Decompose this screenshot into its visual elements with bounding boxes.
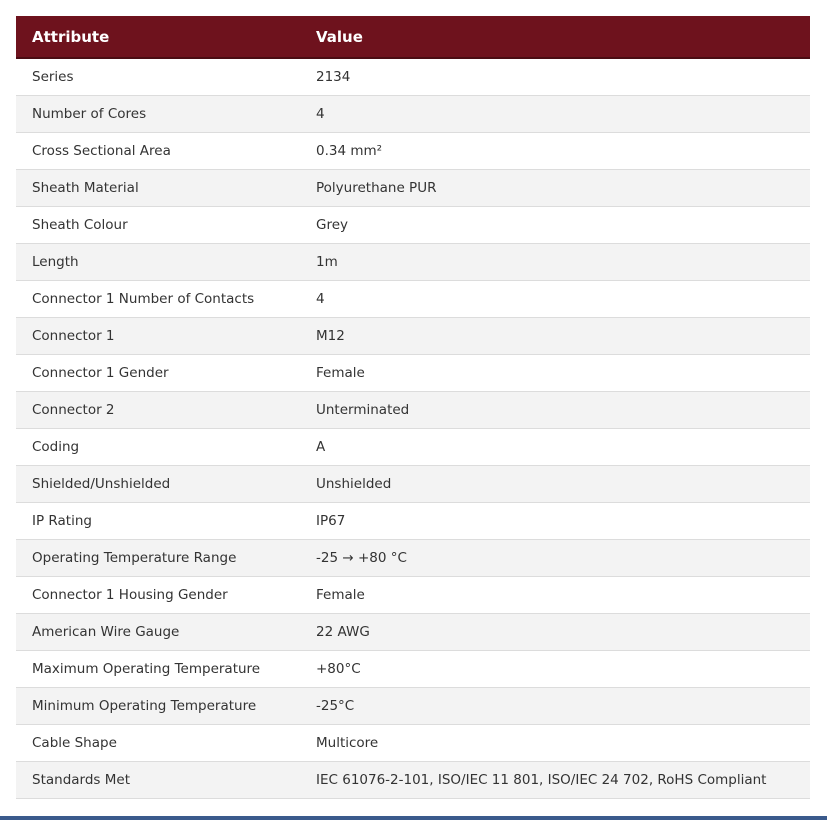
table-row <box>16 132 810 169</box>
attribute-cell: Standards Met <box>16 761 300 798</box>
attribute-cell: Connector 1 <box>16 317 300 354</box>
value-cell: -25 → +80 °C <box>300 539 810 576</box>
table-row <box>16 280 810 317</box>
value-cell: 22 AWG <box>300 613 810 650</box>
attribute-cell: IP Rating <box>16 502 300 539</box>
table-row <box>16 58 810 95</box>
table-body <box>16 58 810 798</box>
attribute-cell: Cable Shape <box>16 724 300 761</box>
table-row <box>16 761 810 798</box>
attribute-column-header: Attribute <box>16 16 300 58</box>
attribute-cell: Connector 1 Housing Gender <box>16 576 300 613</box>
table-row <box>16 428 810 465</box>
attribute-cell: American Wire Gauge <box>16 613 300 650</box>
value-cell: Multicore <box>300 724 810 761</box>
value-cell: IP67 <box>300 502 810 539</box>
bottom-accent-bar <box>0 816 827 820</box>
value-cell: Female <box>300 576 810 613</box>
value-cell: Female <box>300 354 810 391</box>
value-cell: Grey <box>300 206 810 243</box>
value-column-header: Value <box>300 16 810 58</box>
attribute-cell: Maximum Operating Temperature <box>16 650 300 687</box>
attribute-cell: Series <box>16 58 300 95</box>
value-cell: 2134 <box>300 58 810 95</box>
value-cell: -25°C <box>300 687 810 724</box>
table-row <box>16 576 810 613</box>
specifications-table <box>16 16 810 799</box>
table-row <box>16 539 810 576</box>
table-row <box>16 206 810 243</box>
attribute-cell: Length <box>16 243 300 280</box>
value-cell: Unterminated <box>300 391 810 428</box>
table-row <box>16 391 810 428</box>
attribute-cell: Sheath Material <box>16 169 300 206</box>
value-cell: 4 <box>300 95 810 132</box>
attribute-cell: Minimum Operating Temperature <box>16 687 300 724</box>
value-cell: IEC 61076-2-101, ISO/IEC 11 801, ISO/IEC 24 702, RoHS Compliant <box>300 761 810 798</box>
table-row <box>16 169 810 206</box>
value-cell: Unshielded <box>300 465 810 502</box>
table-row <box>16 243 810 280</box>
table-row <box>16 317 810 354</box>
table-header-row <box>16 16 810 58</box>
table-row <box>16 687 810 724</box>
attribute-cell: Shielded/Unshielded <box>16 465 300 502</box>
table-row <box>16 650 810 687</box>
value-cell: 4 <box>300 280 810 317</box>
table-row <box>16 465 810 502</box>
value-cell: A <box>300 428 810 465</box>
attribute-cell: Number of Cores <box>16 95 300 132</box>
table-row <box>16 354 810 391</box>
table-row <box>16 95 810 132</box>
attribute-cell: Cross Sectional Area <box>16 132 300 169</box>
value-cell: +80°C <box>300 650 810 687</box>
table-row <box>16 724 810 761</box>
value-cell: Polyurethane PUR <box>300 169 810 206</box>
attribute-cell: Connector 2 <box>16 391 300 428</box>
attribute-cell: Coding <box>16 428 300 465</box>
attribute-cell: Connector 1 Gender <box>16 354 300 391</box>
value-cell: M12 <box>300 317 810 354</box>
table-row <box>16 502 810 539</box>
value-cell: 1m <box>300 243 810 280</box>
attribute-cell: Operating Temperature Range <box>16 539 300 576</box>
value-cell: 0.34 mm² <box>300 132 810 169</box>
attribute-cell: Sheath Colour <box>16 206 300 243</box>
attribute-cell: Connector 1 Number of Contacts <box>16 280 300 317</box>
table-row <box>16 613 810 650</box>
